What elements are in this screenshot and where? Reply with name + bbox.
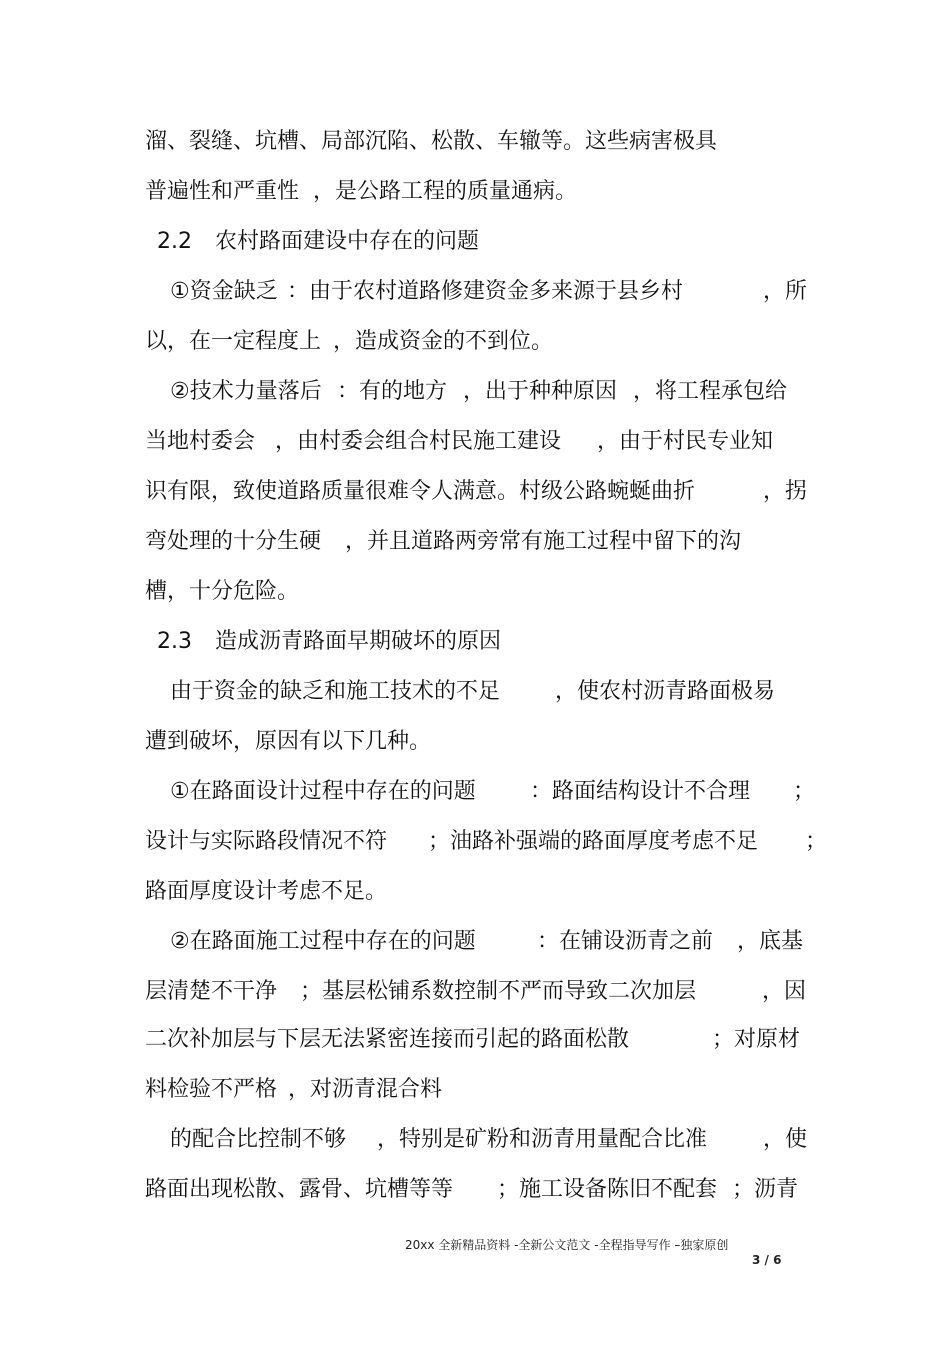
text-segment: 识有限，致使道路质量很难令人满意。村级公路蜿蜒曲折: [145, 479, 696, 504]
text-segment: ，造成资金的不到位。: [333, 329, 554, 354]
text-segment: ，出于种种原因: [463, 379, 618, 404]
text-segment: ，底基: [737, 929, 804, 954]
text-segment: ，将工程承包给: [633, 379, 788, 404]
text-segment: 层清楚不干净: [145, 979, 278, 1004]
text-segment: 以，在一定程度上: [145, 329, 322, 354]
text-segment: ；基层松铺系数控制不严而导致二次加层: [300, 979, 697, 1004]
section-number: 2.2: [157, 229, 192, 254]
text-segment: 料检验不严格: [145, 1077, 278, 1102]
text-segment: ；油路补强端的路面厚度考虑不足: [428, 829, 759, 854]
text-segment: ：有的地方: [337, 379, 448, 404]
text-segment: 二次补加层与下层无法紧密连接而引起的路面松散: [145, 1027, 630, 1052]
text-segment: ，使农村沥青路面极易: [555, 679, 776, 704]
text-segment: 普遍性和严重性: [145, 179, 300, 204]
text-segment: ，拐: [763, 479, 808, 504]
text-segment: 溜、裂缝、坑槽、局部沉陷、松散、车辙等。这些病害极具: [145, 129, 718, 154]
text-segment: ，由村委会组合村民施工建设: [275, 429, 562, 454]
text-segment: ，由于村民专业知: [597, 429, 774, 454]
text-segment: ，因: [762, 979, 807, 1004]
text-segment: 路面厚度设计考虑不足。: [145, 879, 388, 904]
text-segment: ；: [793, 779, 816, 804]
text-segment: 弯处理的十分生硬: [145, 529, 322, 554]
text-segment: 路面出现松散、露骨、坑槽等等: [145, 1177, 454, 1202]
text-segment: ；: [805, 829, 828, 854]
text-segment: ①资金缺乏: [170, 279, 278, 304]
text-segment: 设计与实际路段情况不符: [145, 829, 388, 854]
text-segment: ，并且道路两旁常有施工过程中留下的沟: [345, 529, 742, 554]
text-segment: ②在路面施工过程中存在的问题: [170, 929, 476, 954]
text-segment: 槽，十分危险。: [145, 579, 300, 604]
text-segment: ：路面结构设计不合理: [530, 779, 751, 804]
text-segment: 的配合比控制不够: [170, 1127, 347, 1152]
page-number: 3 / 6: [752, 1253, 782, 1267]
text-segment: ；沥青: [732, 1177, 799, 1202]
text-segment: ，是公路工程的质量通病。: [313, 179, 578, 204]
section-title: 农村路面建设中存在的问题: [215, 229, 480, 254]
text-segment: ；施工设备陈旧不配套: [497, 1177, 718, 1202]
page-footer: 20xx 全新精品资料 -全新公文范文 -全程指导写作 –独家原创: [405, 1238, 729, 1252]
text-segment: 由于资金的缺乏和施工技术的不足: [170, 679, 501, 704]
text-segment: ；对原材: [712, 1027, 801, 1052]
text-segment: 当地村委会: [145, 429, 256, 454]
text-segment: ，所: [763, 279, 808, 304]
text-segment: ：在铺设沥青之前: [537, 929, 714, 954]
text-segment: 遭到破坏，原因有以下几种。: [145, 729, 432, 754]
section-number: 2.3: [157, 629, 192, 654]
text-segment: ，使: [763, 1127, 808, 1152]
section-title: 造成沥青路面早期破坏的原因: [215, 629, 502, 654]
text-segment: ：由于农村道路修建资金多来源于县乡村: [287, 279, 684, 304]
text-segment: ，对沥青混合料: [288, 1077, 443, 1102]
text-segment: ②技术力量落后: [170, 379, 322, 404]
text-segment: ①在路面设计过程中存在的问题: [170, 779, 476, 804]
text-segment: ，特别是矿粉和沥青用量配合比准: [377, 1127, 708, 1152]
